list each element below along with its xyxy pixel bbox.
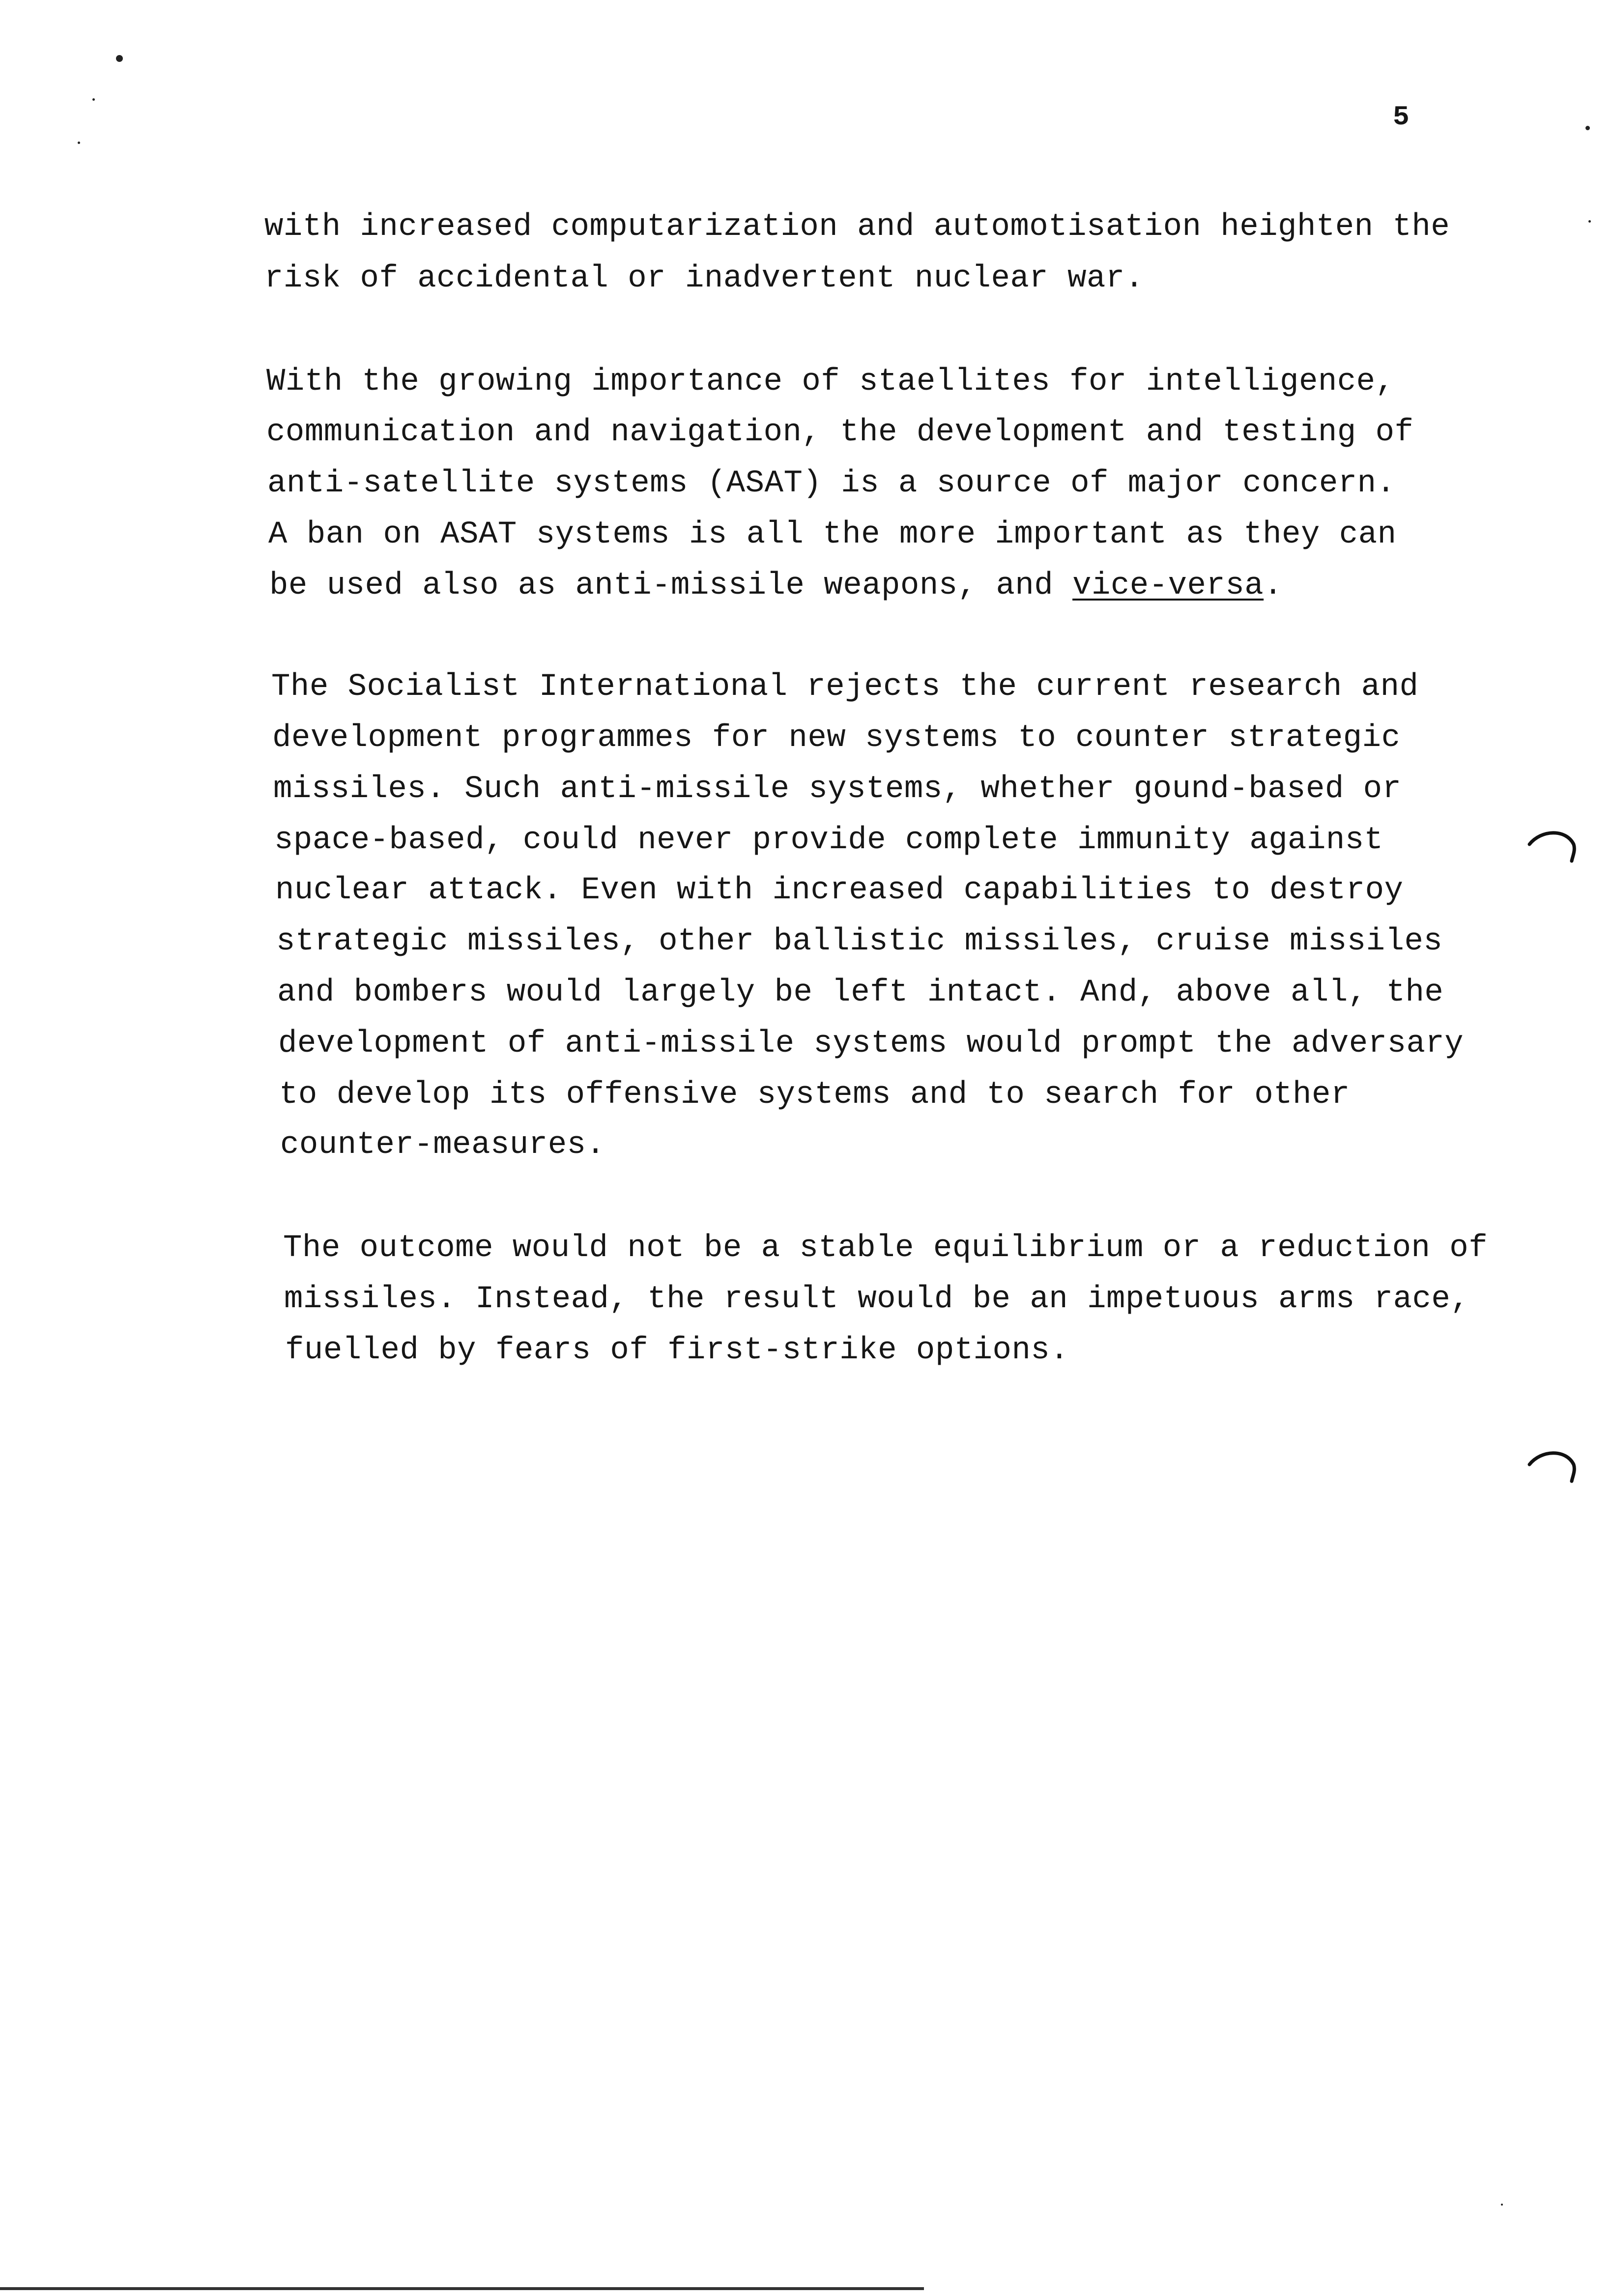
paragraph-2-last-line xyxy=(269,570,1283,602)
paragraph-1-line: risk of accidental or inadvertent nuclear war. xyxy=(264,261,1144,296)
scan-speck xyxy=(1501,2204,1503,2206)
paragraph-4-line: fuelled by fears of first-strike options. xyxy=(285,1333,1069,1368)
paragraph-2-line: With the growing importance of staellites for intelligence, xyxy=(266,364,1395,400)
paragraph-3-line: development of anti-missile systems would prompt the adversary xyxy=(278,1026,1464,1062)
paragraph-3-line: counter-measures. xyxy=(280,1127,605,1163)
underlined-term: vice-versa xyxy=(1072,568,1264,603)
scan-speck xyxy=(116,55,123,62)
paragraph-4-line: The outcome would not be a stable equilibrium or a reduction of xyxy=(283,1231,1488,1266)
punch-hole-mark xyxy=(1526,825,1581,879)
scan-speck xyxy=(78,142,80,144)
paragraph-3-line: strategic missiles, other ballistic missiles, cruise missiles xyxy=(276,924,1443,959)
sentence-period: . xyxy=(1264,568,1283,603)
scan-speck xyxy=(1588,220,1591,223)
scan-bottom-edge xyxy=(0,2287,924,2290)
paragraph-1-line: with increased computarization and automotisation heighten the xyxy=(264,209,1450,245)
paragraph-4-line: missiles. Instead, the result would be an impetuous arms race, xyxy=(284,1282,1470,1317)
paragraph-2-line: A ban on ASAT systems is all the more important as they can xyxy=(268,517,1397,552)
paragraph-3-line: to develop its offensive systems and to search for other xyxy=(279,1077,1350,1113)
paragraph-2-line: communication and navigation, the development and testing of xyxy=(266,415,1414,450)
paragraph-2-line: anti-satellite systems (ASAT) is a source of major concern. xyxy=(267,466,1396,501)
page-number: 5 xyxy=(1393,101,1410,133)
paragraph-2-line: be used also as anti-missile weapons, and xyxy=(269,568,1073,603)
paragraph-3-line: missiles. Such anti-missile systems, whether gound-based or xyxy=(273,772,1402,807)
punch-hole-mark xyxy=(1526,1445,1581,1499)
paragraph-3-line: The Socialist International rejects the current research and xyxy=(271,669,1419,705)
paragraph-3-line: development programmes for new systems to counter strategic xyxy=(272,720,1401,756)
paragraph-3-line: nuclear attack. Even with increased capabilities to destroy xyxy=(275,873,1404,908)
scan-speck xyxy=(1585,126,1590,130)
paragraph-3-line: space-based, could never provide complete immunity against xyxy=(274,823,1383,858)
paragraph-3-line: and bombers would largely be left intact. And, above all, the xyxy=(277,975,1444,1010)
scan-speck xyxy=(92,98,95,101)
